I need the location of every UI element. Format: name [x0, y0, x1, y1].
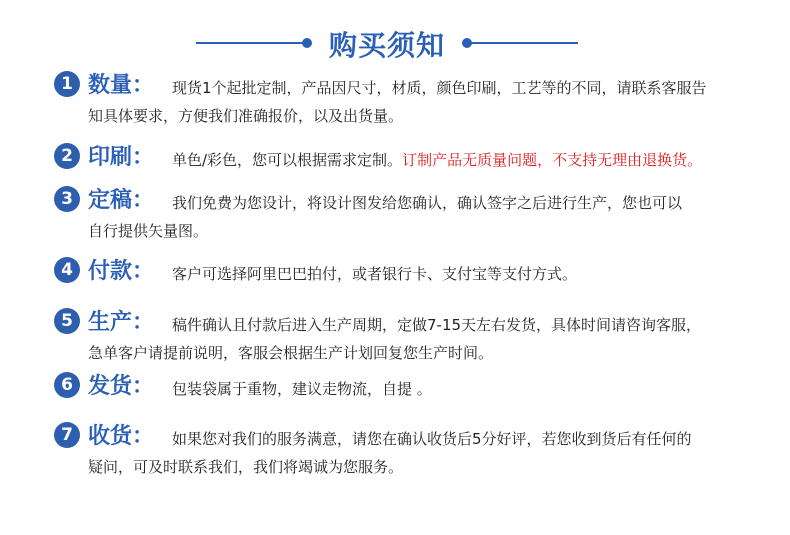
item-label: 收货：	[88, 424, 155, 449]
item-label: 付款：	[88, 259, 155, 284]
item-label: 发货：	[88, 374, 155, 399]
item-text	[172, 260, 577, 288]
number-badge: 2	[54, 143, 80, 169]
item-text	[88, 425, 692, 481]
item-warning-text: 订制产品无质量问题，不支持无理由退换货。	[402, 151, 703, 169]
item-text-line2: 疑问，可及时联系我们，我们将竭诚为您服务。	[88, 458, 404, 476]
item-label: 印刷：	[88, 145, 155, 170]
page-title: 购买须知	[328, 29, 445, 62]
number-badge: 1	[54, 71, 80, 97]
title-left-dot	[302, 38, 312, 48]
number-badge: 7	[54, 422, 80, 448]
item-text-line1: 如果您对我们的服务满意，请您在确认收货后5分好评，若您收到货后有任何的	[172, 430, 692, 448]
item-text-line1: 稿件确认且付款后进入生产周期，定做7-15天左右发货，具体时间请咨询客服，	[172, 316, 702, 334]
header	[0, 22, 790, 66]
item-text-line2: 自行提供矢量图。	[88, 222, 209, 240]
item-label: 生产：	[88, 310, 155, 335]
number-badge: 3	[54, 186, 80, 212]
item-text	[172, 375, 432, 403]
item-text-line1: 我们免费为您设计，将设计图发给您确认，确认签字之后进行生产，您也可以	[172, 194, 683, 212]
item-text-line1: 客户可选择阿里巴巴拍付，或者银行卡、支付宝等支付方式。	[172, 265, 578, 283]
number-badge: 6	[54, 372, 80, 398]
item-text-line2: 急单客户请提前说明，客服会根据生产计划回复您生产时间。	[88, 344, 494, 362]
item-text-line1: 现货1个起批定制，产品因尺寸，材质，颜色印刷，工艺等的不同，请联系客服告	[172, 79, 707, 97]
number-badge: 4	[54, 257, 80, 283]
item-label: 定稿：	[88, 188, 155, 213]
item-text-line2: 知具体要求，方便我们准确报价，以及出货量。	[88, 107, 404, 125]
item-text-line1: 单色/彩色，您可以根据需求定制。	[172, 151, 403, 169]
title-left-rule	[196, 42, 306, 44]
number-badge: 5	[54, 308, 80, 334]
item-label: 数量：	[88, 73, 155, 98]
title-right-rule	[468, 42, 578, 44]
item-text-line1: 包装袋属于重物，建议走物流，自提 。	[172, 380, 432, 398]
item-text	[88, 311, 702, 367]
item-text	[172, 146, 702, 174]
